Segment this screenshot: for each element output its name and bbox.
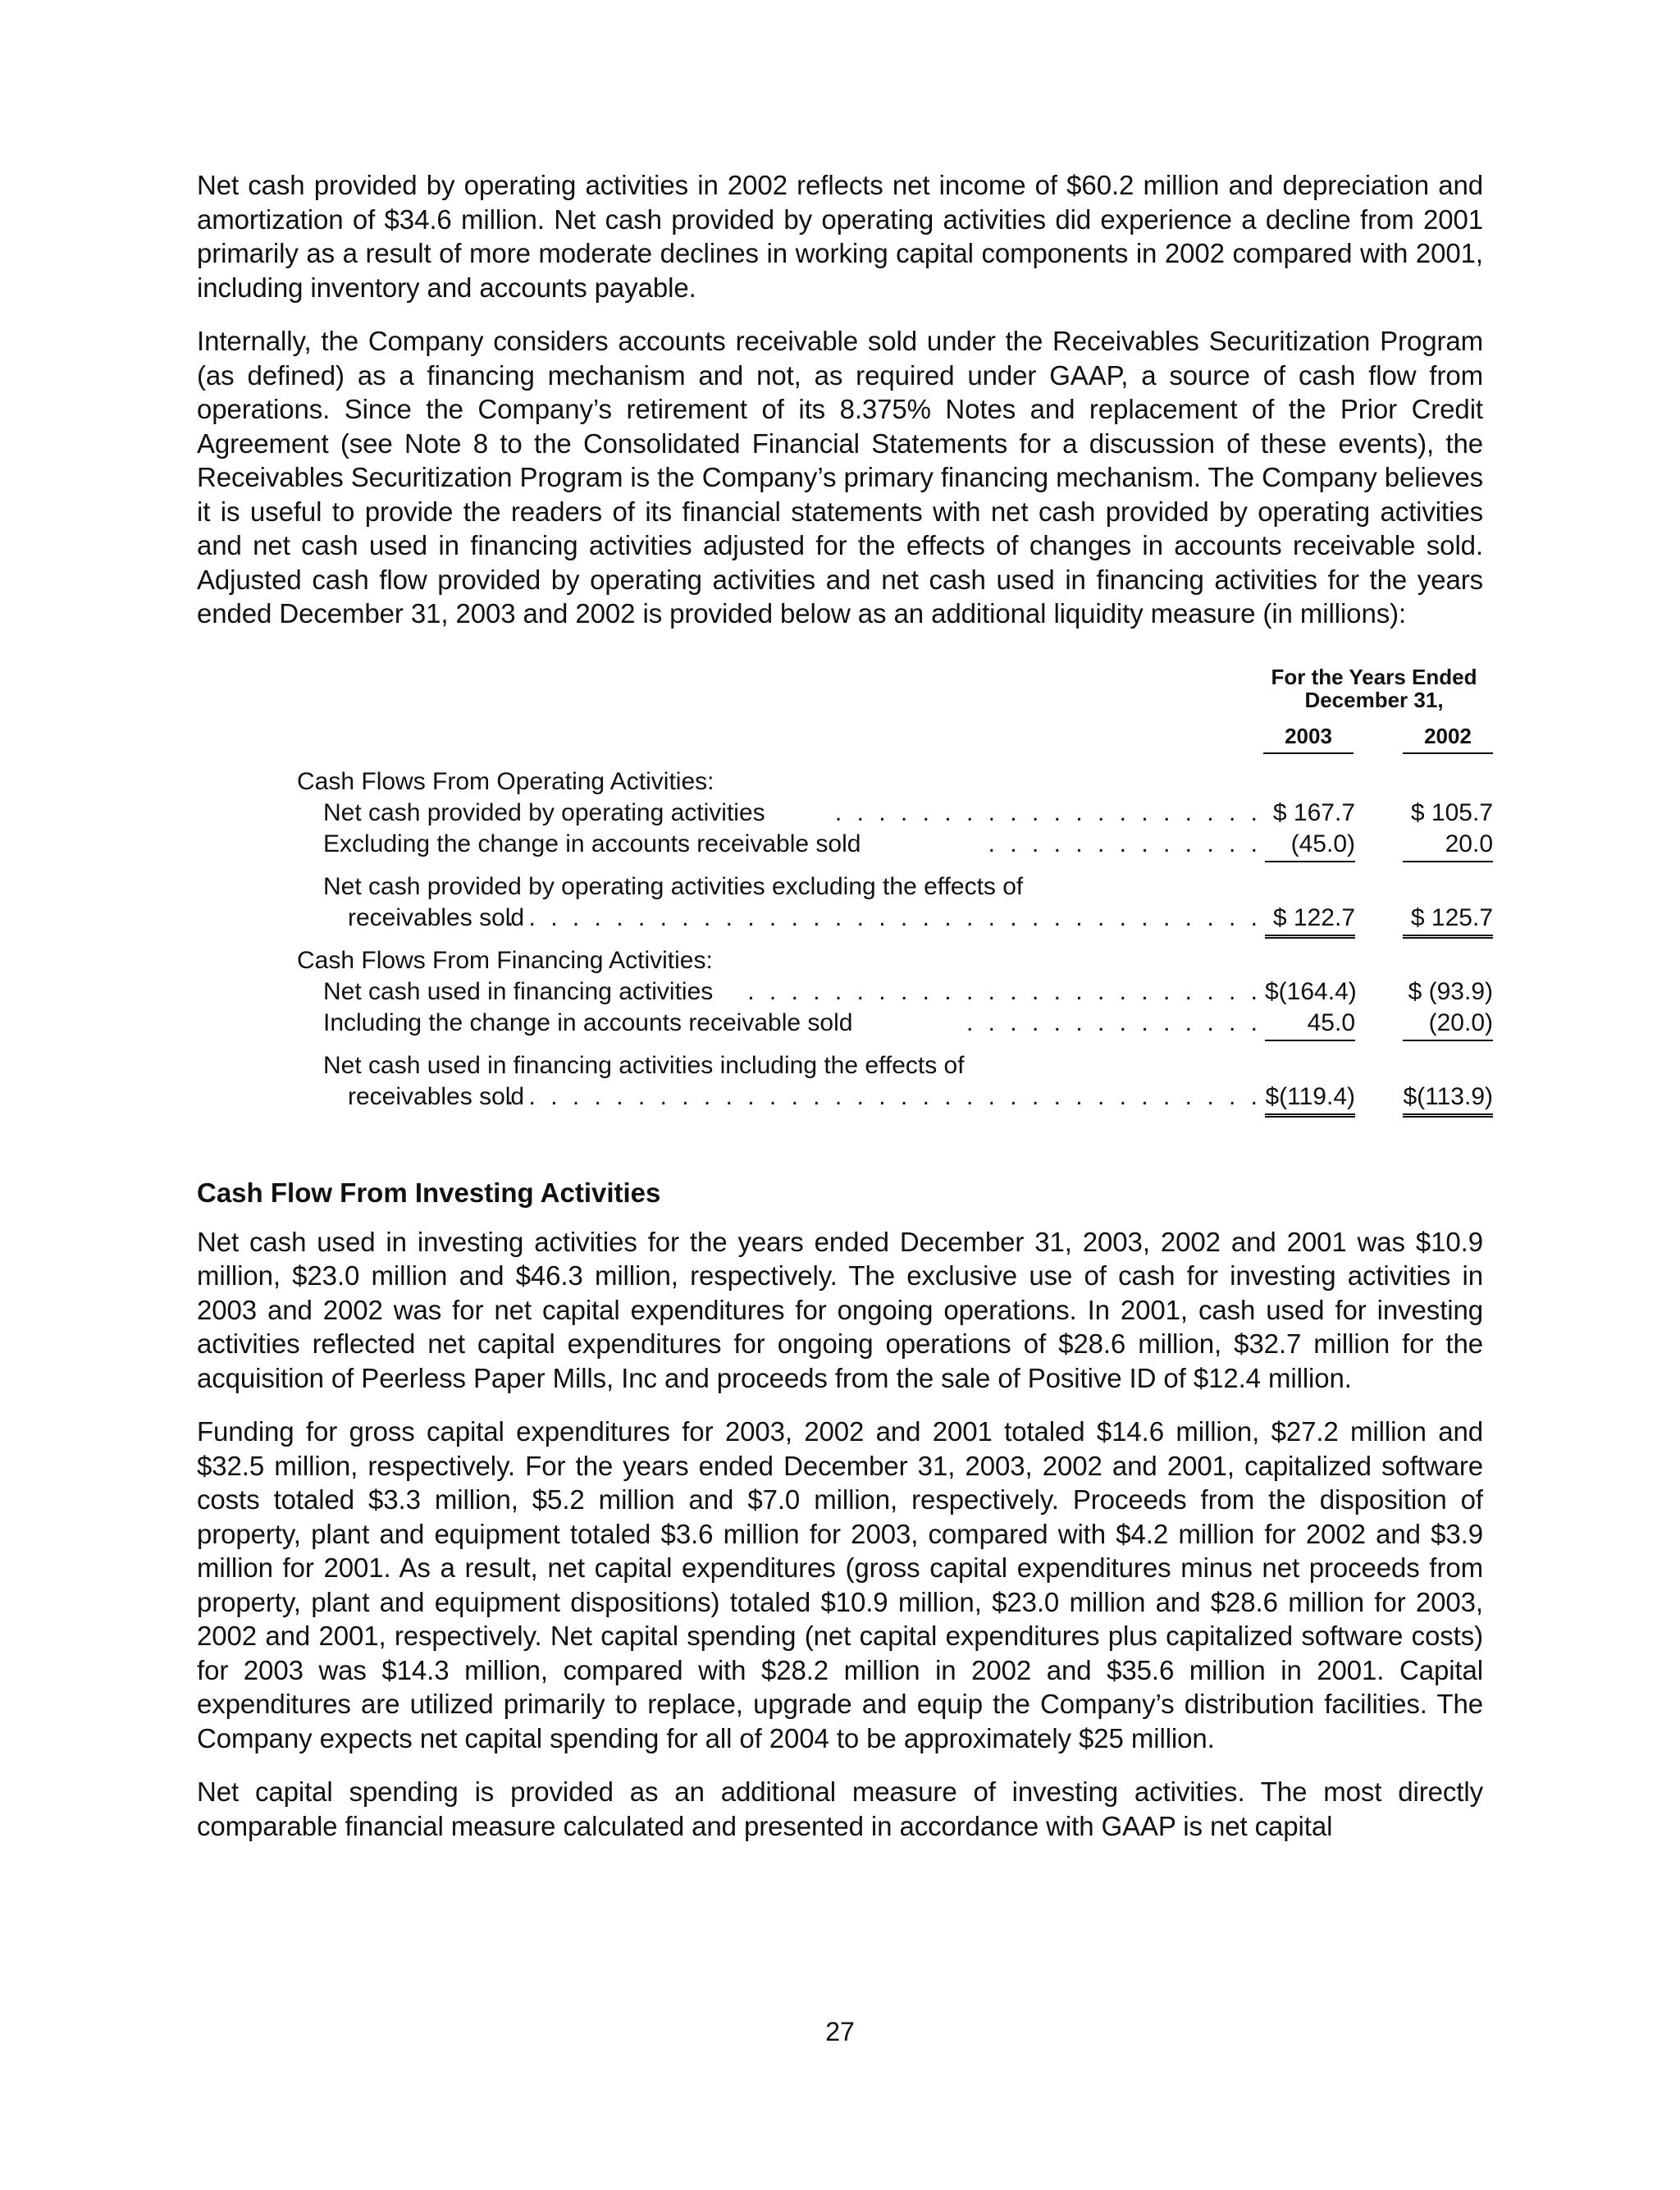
section-heading: Cash Flow From Investing Activities	[197, 1177, 661, 1208]
table-row	[297, 1007, 1593, 1038]
value-2003: (45.0)	[1265, 828, 1355, 862]
table-row	[297, 1081, 1593, 1112]
table-header-group	[1255, 665, 1493, 711]
row-label: Net cash used in financing activities	[323, 977, 714, 1005]
header-line-2: December 31,	[1304, 687, 1444, 712]
paragraph-capital-expenditures: Funding for gross capital expenditures for 2003, 2002 and 2001 totaled $14.6 million, $27.2 million and $32.5 million, respectively. For the years ended December 31, 2003, 2002 and 2001, capitalized software costs totaled $3.3 million, $5.2 million and $7.0 million, respectively. Proceeds from the disposition of property, plant and equipment totaled $3.6 million for 2003, compared with $4.2 million for 2002 and $3.9 million for 2001. As a result, net capital expenditures (gross capital expenditures minus net proceeds from property, plant and equipment dispositions) totaled $10.9 million, $23.0 million and $28.6 million for 2003, 2002 and 2001, respectively. Net capital spending (net capital expenditures plus capitalized software costs) for 2003 was $14.3 million, compared with $28.2 million in 2002 and $35.6 million in 2001. Capital expenditures are utilized primarily to replace, upgrade and equip the Company’s distribution facilities. The Company expects net capital spending for all of 2004 to be approximately $25 million.	[197, 1416, 1483, 1753]
table-row	[297, 902, 1593, 933]
value-2002: $ (93.9)	[1408, 977, 1493, 1005]
value-2002: $ 125.7	[1403, 902, 1493, 939]
table-row	[297, 766, 1593, 797]
paragraph-internal-financing: Internally, the Company considers accounts receivable sold under the Receivables Securitization Program (as defined) as a financing mechanism and not, as required under GAAP, a source of cash flow from operations. Since the Company’s retirement of its 8.375% Notes and replacement of the Prior Credit Agreement (see Note 8 to the Consolidated Financial Statements for a discussion of these events), the Receivables Securitization Program is the Company’s primary financing mechanism. The Company believes it is useful to provide the readers of its financial statements with net cash provided by operating activities and net cash used in financing activities adjusted for the effects of changes in accounts receivable sold. Adjusted cash flow provided by operating activities and net cash used in financing activities for the years ended December 31, 2003 and 2002 is provided below as an additional liquidity measure (in millions):	[197, 326, 1483, 629]
table-row	[297, 976, 1593, 1007]
operating-heading: Cash Flows From Operating Activities:	[297, 767, 714, 795]
financing-heading: Cash Flows From Financing Activities:	[297, 946, 713, 974]
table-rows	[297, 766, 1593, 1112]
cash-flow-table	[297, 665, 1593, 1150]
table-row	[297, 828, 1593, 859]
row-label: Net cash provided by operating activities	[323, 798, 765, 826]
dot-leader: . . . . . . . . . . . . . . . . . . . .	[834, 798, 1262, 826]
value-2002: 20.0	[1403, 828, 1493, 862]
value-2002: $ 105.7	[1410, 798, 1493, 826]
column-header-2003: 2003	[1263, 725, 1354, 754]
table-row	[297, 1049, 1593, 1081]
row-label: Including the change in accounts receivable sold	[323, 1008, 853, 1036]
table-row	[297, 797, 1593, 828]
row-label: Net cash provided by operating activities excluding the effects of	[323, 872, 1024, 900]
paragraph-investing: Net cash used in investing activities for the years ended December 31, 2003, 2002 and 2001 was $10.9 million, $23.0 million and $46.3 million, respectively. The exclusive use of cash for investing activities in 2003 and 2002 was for net capital expenditures for ongoing operations. In 2001, cash used for investing activities reflected net capital expenditures for ongoing operations of $28.6 million, $32.7 million for the acquisition of Peerless Paper Mills, Inc and proceeds from the sale of Positive ID of $12.4 million.	[197, 1226, 1483, 1393]
row-label: receivables sold	[348, 903, 525, 931]
value-2003: 45.0	[1265, 1007, 1355, 1041]
page-number: 27	[825, 2017, 855, 2046]
paragraph-operating-2002: Net cash provided by operating activities in 2002 reflects net income of $60.2 million and depreciation and amortization of $34.6 million. Net cash provided by operating activities did experience a decline from 2001 primarily as a result of more moderate declines in working capital components in 2002 compared with 2001, including inventory and accounts payable.	[197, 170, 1483, 303]
table-row	[297, 944, 1593, 976]
dot-leader: . . . . . . . . . . . . .	[988, 830, 1262, 857]
value-2003: $ 122.7	[1265, 902, 1355, 939]
value-2002: $(113.9)	[1403, 1081, 1493, 1118]
dot-leader: . . . . . . . . . . . . . . . . . . . . . . . .	[747, 977, 1262, 1005]
table-row	[297, 871, 1593, 902]
row-label: Net cash used in financing activities including the effects of	[323, 1051, 965, 1079]
value-2003: $(119.4)	[1265, 1081, 1355, 1118]
value-2002: (20.0)	[1403, 1007, 1493, 1041]
value-2003: $ 167.7	[1272, 798, 1355, 826]
page-body	[197, 168, 1493, 1843]
column-header-2002: 2002	[1403, 725, 1493, 754]
row-label: receivables sold	[348, 1082, 525, 1110]
dot-leader: . . . . . . . . . . . . . . . . . . . . . . . . . . . . . . . . . . .	[506, 1082, 1262, 1110]
header-line-1: For the Years Ended	[1271, 664, 1477, 689]
dot-leader: . . . . . . . . . . . . . . . . . . . . . . . . . . . . . . . . . . .	[506, 903, 1262, 931]
dot-leader: . . . . . . . . . . . . . .	[966, 1008, 1262, 1036]
row-label: Excluding the change in accounts receivable sold	[323, 830, 861, 857]
paragraph-net-capital-spending: Net capital spending is provided as an additional measure of investing activities. The most directly comparable financial measure calculated and presented in accordance with GAAP is net capital	[197, 1776, 1483, 1841]
value-2003: $(164.4)	[1265, 977, 1357, 1005]
